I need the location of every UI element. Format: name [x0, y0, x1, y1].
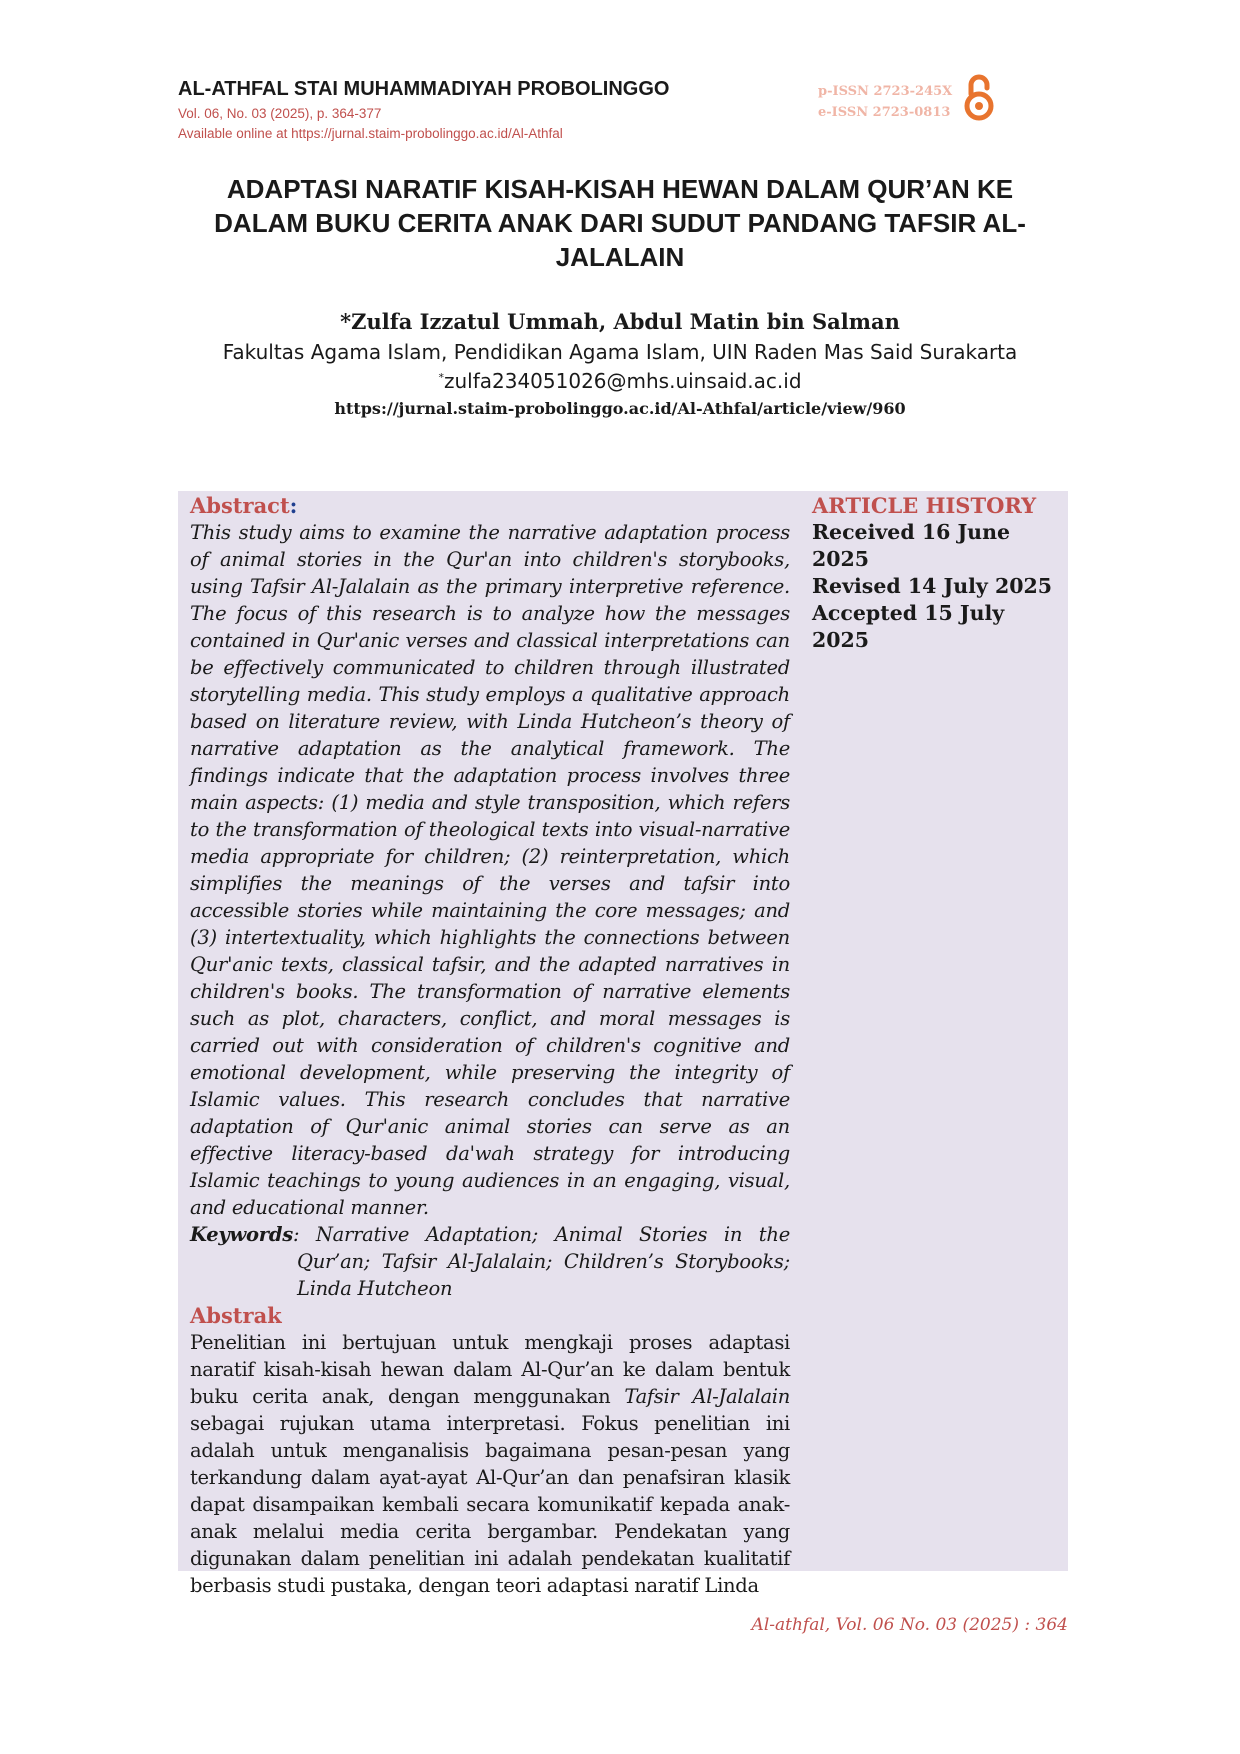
journal-online-link[interactable]: Available online at https://jurnal.staim-probolinggo.ac.id/Al-Athfal: [178, 126, 563, 141]
abstract-heading-colon: :: [289, 493, 298, 518]
abstract-column: [190, 492, 790, 1599]
abstract-text: This study aims to examine the narrative adaptation process of animal stories in the Qur'an into children's storybooks, using Tafsir Al-Jalalain as the primary interpretive reference. The focus of this research is to analyze how the messages contained in Qur'anic verses and classical interpretations can be effectively communicated to children through illustrated storytelling media. This study employs a qualitative approach based on literature review, with Linda Hutcheon’s theory of narrative adaptation as the analytical framework. The findings indicate that the adaptation process involves three main aspects: (1) media and style transposition, which refers to the transformation of theological texts into visual-narrative media appropriate for children; (2) reinterpretation, which simplifies the meanings of the verses and tafsir into accessible stories while maintaining the core messages; and (3) intertextuality, which highlights the connections between Qur'anic texts, classical tafsir, and the adapted narratives in children's books. The transformation of narrative elements such as plot, characters, conflict, and moral messages is carried out with consideration of children's cognitive and emotional development, while preserving the integrity of Islamic values. This research concludes that narrative adaptation of Qur'anic animal stories can serve as an effective literacy-based da'wah strategy for introducing Islamic teachings to young audiences in an engaging, visual, and educational manner.: [190, 521, 790, 1219]
keywords: [190, 1221, 790, 1302]
email-address[interactable]: zulfa234051026@mhs.uinsaid.ac.id: [443, 369, 802, 393]
keywords-label: Keywords: [190, 1223, 293, 1246]
abstrak-italic-term: Tafsir Al-Jalalain: [624, 1385, 790, 1408]
journal-name: AL-ATHFAL STAI MUHAMMADIYAH PROBOLINGGO: [178, 78, 670, 100]
revised-date: Revised 14 July 2025: [812, 574, 1052, 598]
e-issn: e-ISSN 2723-0813: [818, 105, 951, 120]
paper-title: [170, 172, 1070, 274]
author-affiliation: Fakultas Agama Islam, Pendidikan Agama Islam, UIN Raden Mas Said Surakarta: [222, 340, 1018, 364]
received-date: Received 16 June 2025: [812, 520, 1011, 571]
abstract-heading: [190, 492, 790, 519]
page-footer: Al-athfal, Vol. 06 No. 03 (2025) : 364: [751, 1615, 1068, 1635]
p-issn: p-ISSN 2723-245X: [818, 84, 953, 99]
journal-volume-info: Vol. 06, No. 03 (2025), p. 364-377: [178, 106, 382, 121]
email-marker: *: [438, 371, 444, 384]
article-history: [812, 492, 1062, 654]
title-line: ADAPTASI NARATIF KISAH-KISAH HEWAN DALAM QUR’AN KE: [226, 174, 1014, 204]
open-access-icon: [962, 72, 996, 124]
author-email[interactable]: [150, 369, 1090, 393]
accepted-date: Accepted 15 July 2025: [812, 601, 1005, 652]
article-url[interactable]: https://jurnal.staim-probolinggo.ac.id/Al-Athfal/article/view/960: [334, 399, 906, 418]
keywords-text: : Narrative Adaptation; Animal Stories in the Qur’an; Tafsir Al-Jalalain; Children’s Storybooks; Linda Hutcheon: [292, 1223, 790, 1300]
abstrak-text-part1: Penelitian ini bertujuan untuk mengkaji proses adaptasi naratif kisah-kisah hewan dalam Al-Qur’an ke dalam bentuk buku cerita anak, dengan menggunakan: [190, 1331, 790, 1408]
abstrak-text: [190, 1329, 790, 1599]
article-history-heading: ARTICLE HISTORY: [812, 493, 1037, 518]
abstract-heading-text: Abstract: [190, 493, 290, 518]
abstrak-text-part2: sebagai rujukan utama interpretasi. Fokus penelitian ini adalah untuk menganalisis bagaimana pesan-pesan yang terkandung dalam ayat-ayat Al-Qur’an dan penafsiran klasik dapat disampaikan kembali secara komunikatif kepada anak-anak melalui media cerita bergambar. Pendekatan yang digunakan dalam penelitian ini adalah pendekatan kualitatif berbasis studi pustaka, dengan teori adaptasi naratif Linda: [190, 1412, 790, 1597]
title-line: DALAM BUKU CERITA ANAK DARI SUDUT PANDANG TAFSIR AL-: [214, 208, 1026, 238]
paper-authors: *Zulfa Izzatul Ummah, Abdul Matin bin Salman: [340, 309, 900, 334]
title-line: JALALAIN: [555, 242, 685, 272]
abstrak-heading: Abstrak: [190, 1303, 282, 1328]
